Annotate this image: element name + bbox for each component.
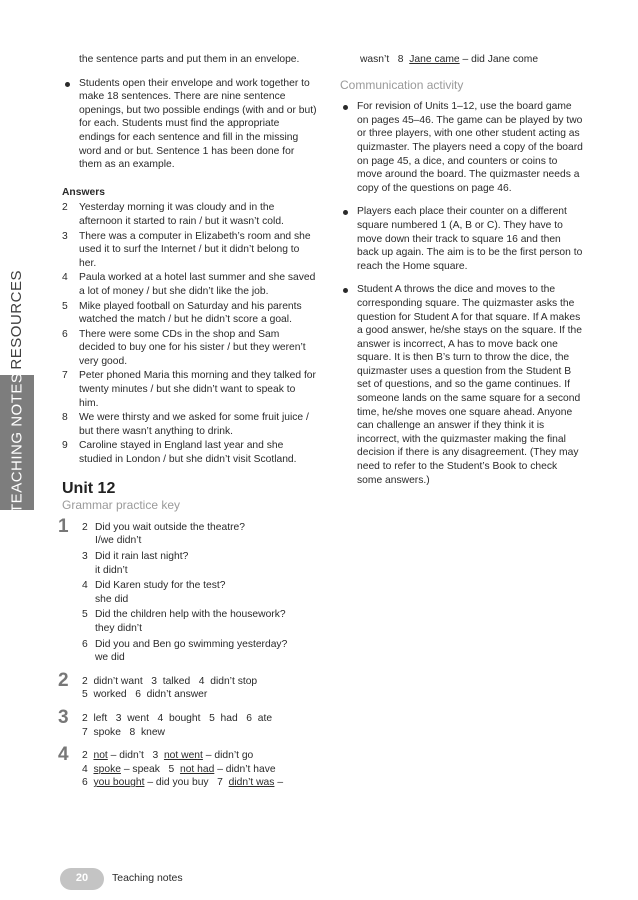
exercise-number: 2 (58, 669, 69, 691)
exercise-3 (58, 706, 317, 739)
unit-title: Unit 12 (62, 479, 116, 497)
exercise-number: 3 (58, 706, 69, 728)
answer-item: 7 Peter phoned Maria this morning and they talked for twenty minutes / but she didn’t want to speak to him. (62, 370, 316, 409)
intro-text: the sentence parts and put them in an envelope. (79, 54, 300, 65)
bullet-item: For revision of Units 1–12, use the board game on pages 45–46. The game can be played by two or three players, with one other student acting as quizmaster. The players need a copy of the board on page 45, a dice, and counters or coins to move around the board. The quizmaster needs a copy of the questions on page 46. (340, 100, 585, 195)
qa-item: 5 Did the children help with the housework? they didn’t (82, 609, 286, 634)
page-number-badge: 20 (60, 868, 104, 890)
answer-item: 9 Caroline stayed in England last year and she studied in London / but she didn’t visit Scotland. (62, 440, 297, 466)
bullet-item: Players each place their counter on a different square numbered 1 (A, B or C). They have to move down their track to square 16 and then back up again. The aim is to be the first person to reach the Home square. (340, 205, 585, 273)
answer-item: 2 Yesterday morning it was cloudy and in the afternoon it started to rain / but it wasn’t cold. (62, 202, 284, 227)
bullet-item: Student A throws the dice and moves to the corresponding square. The quizmaster asks the question for Student A for that square. If A makes a good answer, he/she stays on the square. If the answer is incorrect, A has to move back one square. It is then B’s turn to throw the dice, the quizmaster uses a question from the Student B set of questions, and so the game continues. If someone lands on the same square for a second time, he/she moves one square ahead. Anyone can challenge an answer if they think it is incorrect, with the quizmaster making the final decision if there is any disagreement. (They may need to refer to the Student’s Book to check some answers.) (340, 283, 585, 487)
qa-item: 4 Did Karen study for the test? she did (82, 580, 226, 605)
answer-item: 3 There was a computer in Elizabeth’s room and she used it to surf the Internet / but it didn’t belong to her. (62, 230, 311, 269)
communication-activity-heading: Communication activity (340, 77, 464, 92)
exercise-number: 4 (58, 744, 69, 766)
left-column (58, 53, 317, 798)
exercise-3-line-2: 7 spoke 8 knew (82, 726, 165, 738)
qa-item: 2 Did you wait outside the theatre? I/we didn’t (82, 521, 245, 547)
answer-item: 5 Mike played football on Saturday and his parents watched the match / but he didn’t score a goal. (62, 300, 302, 326)
side-tab-teaching-notes (0, 372, 34, 513)
footer-label: Teaching notes (112, 872, 183, 884)
bullet-instructions: Students open their envelope and work together to make 18 sentences. There are nine sentence openings, but two possible endings (with and or but) for each. Students must find the appropriate endings for each sentence and fill in the missing word and or but. Sentence 1 has been done for them as an example. (62, 77, 317, 172)
exercise-2-line-2: 5 worked 6 didn’t answer (82, 689, 208, 701)
exercise-2-line-1: 2 didn’t want 3 talked 4 didn’t stop (82, 675, 258, 687)
answer-item: 6 There were some CDs in the shop and Sam decided to buy one for his sister / but they weren’t very good. (62, 328, 306, 367)
qa-item: 3 Did it rain last night? it didn’t (82, 551, 189, 576)
exercise-2 (58, 669, 317, 702)
right-column (340, 53, 585, 497)
exercise-1 (58, 515, 317, 665)
answer-item: 8 We were thirsty and we asked for some fruit juice / but there wasn’t anything to drink. (62, 412, 309, 437)
answers-list (62, 201, 317, 466)
exercise-3-line-1: 2 left 3 went 4 bought 5 had 6 ate (82, 712, 273, 724)
exercise-number: 1 (58, 515, 69, 537)
side-tab-teaching-notes-label: TEACHING NOTES (8, 372, 26, 513)
grammar-key-heading: Grammar practice key (62, 498, 181, 513)
side-tab-resources (0, 270, 34, 370)
answers-heading: Answers (62, 186, 105, 198)
qa-item: 6 Did you and Ben go swimming yesterday? we did (82, 638, 288, 664)
answer-item: 4 Paula worked at a hotel last summer and she saved a lot of money / but she didn’t like the job. (62, 272, 316, 297)
exercise-4 (58, 744, 317, 790)
exercise-4-line-2: 4 spoke – speak 5 not had – didn’t have (82, 763, 276, 775)
side-tab-resources-label: RESOURCES (8, 270, 26, 370)
exercise-4-line-1: 2 not – didn’t 3 not went – didn’t go (82, 750, 254, 762)
exercise-4-line-3: 6 you bought – did you buy 7 didn’t was – (82, 777, 284, 789)
exercise-4-continuation: wasn’t 8 Jane came – did Jane come (360, 54, 539, 65)
